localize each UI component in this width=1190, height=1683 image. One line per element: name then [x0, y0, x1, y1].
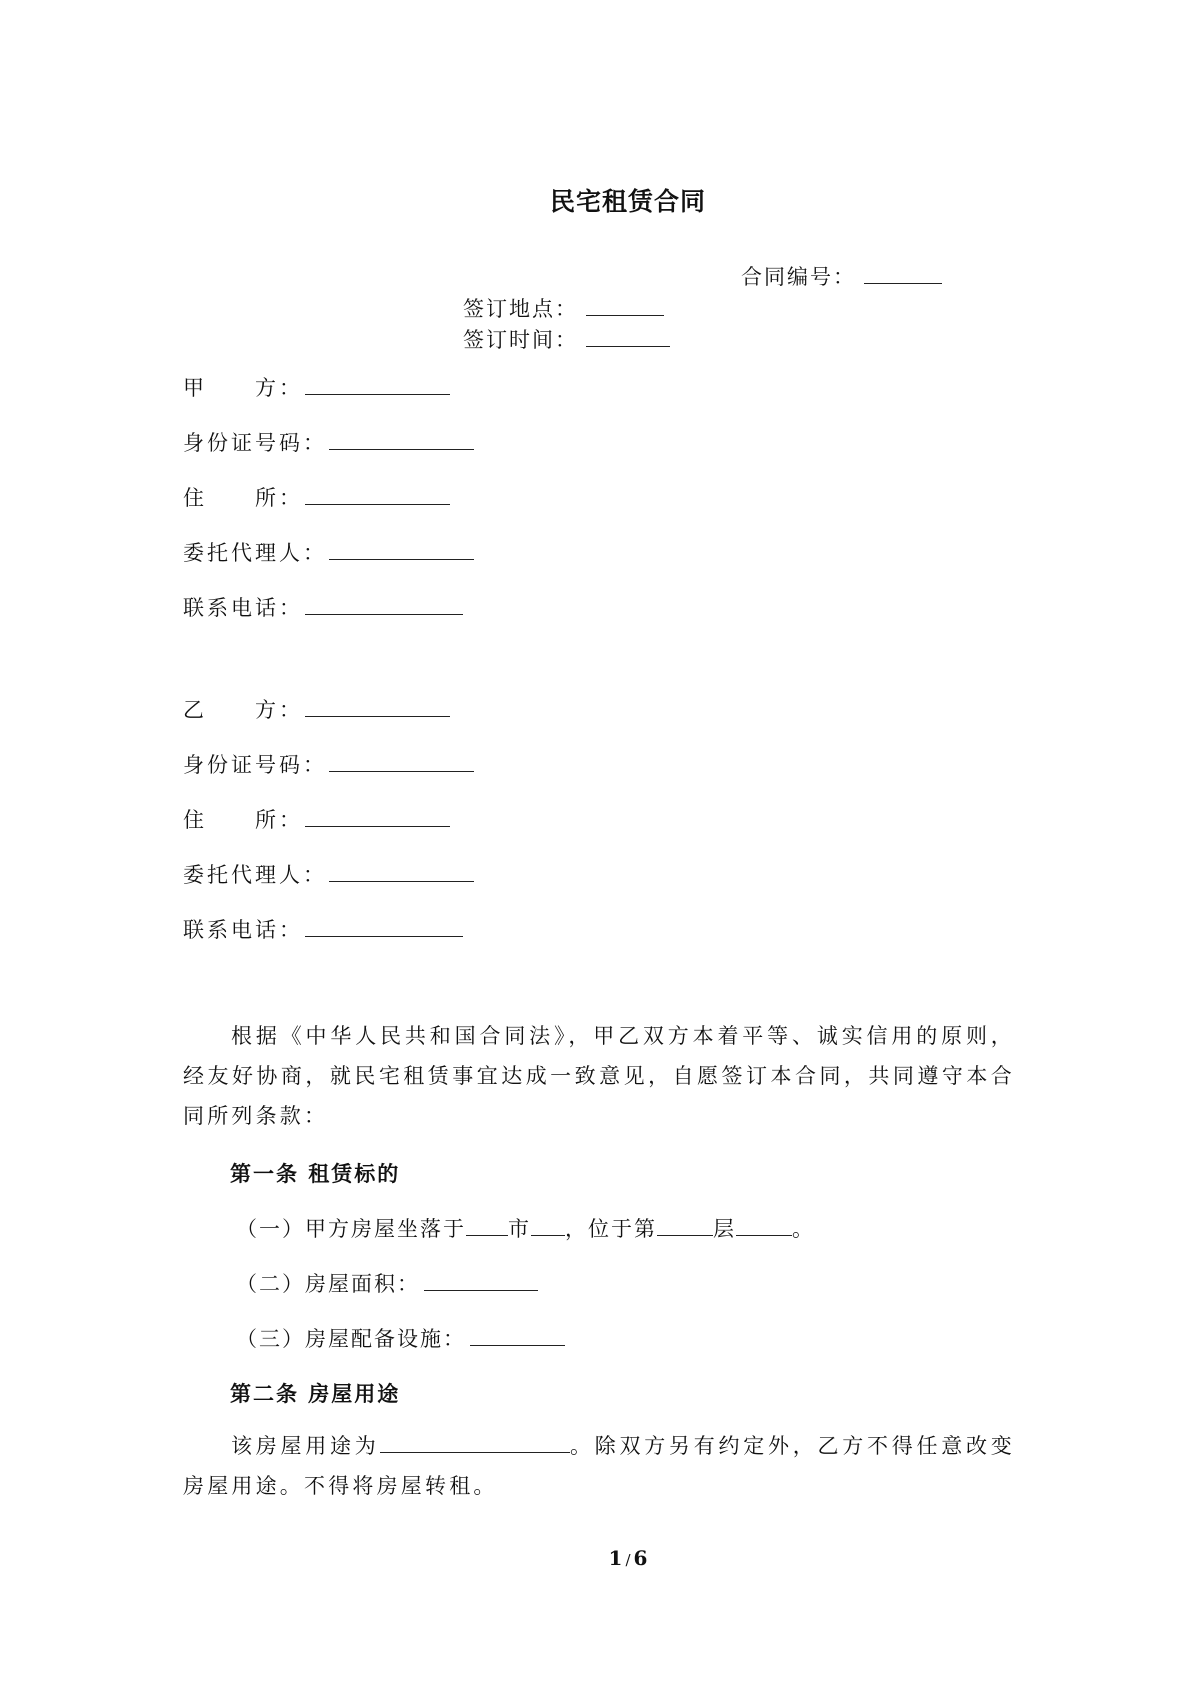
party-a-address-label: 住 所： [183, 486, 303, 510]
party-a-phone-label: 联系电话： [183, 596, 303, 620]
party-a-address-blank[interactable] [305, 486, 450, 505]
party-a-agent-row [183, 537, 474, 567]
article-1-item-2 [236, 1268, 538, 1298]
party-a-id-row [183, 427, 474, 457]
party-b-name-row [183, 694, 450, 724]
party-a-id-blank[interactable] [329, 431, 474, 450]
item-1-text-b: 市 [508, 1217, 531, 1241]
contract-number-label: 合同编号： [741, 265, 856, 289]
sign-time-row [463, 324, 670, 354]
article-2-text-a: 该房屋用途为 [231, 1434, 380, 1458]
preamble-paragraph: 根据《中华人民共和国合同法》，甲乙双方本着平等、诚实信用的原则，经友好协商，就民宅租赁事宜达成一致意见，自愿签订本合同，共同遵守本合同所列条款： [183, 1024, 1015, 1128]
party-a-agent-label: 委托代理人： [183, 541, 327, 565]
article-2-text-b: 。除双方另有约定外，乙方不得任意改变房屋用途。不得将房屋转租。 [183, 1434, 1015, 1498]
item-3-text: （三）房屋配备设施： [236, 1327, 466, 1351]
page-number [0, 1546, 1190, 1570]
party-a-name-blank[interactable] [305, 376, 450, 395]
party-b-agent-label: 委托代理人： [183, 863, 327, 887]
document-title: 民宅租赁合同 [549, 187, 706, 216]
page-separator: / [625, 1551, 631, 1569]
party-b-name-blank[interactable] [305, 698, 450, 717]
sign-time-blank[interactable] [586, 328, 670, 347]
party-b-agent-row [183, 859, 474, 889]
sign-place-label: 签订地点： [463, 297, 578, 321]
area-blank[interactable] [424, 1272, 538, 1291]
party-b-address-blank[interactable] [305, 808, 450, 827]
usage-blank[interactable] [380, 1434, 570, 1453]
item-1-text-e: 。 [792, 1217, 815, 1241]
party-b-address-label: 住 所： [183, 808, 303, 832]
party-a-name-label: 甲 方： [183, 376, 303, 400]
party-b-phone-label: 联系电话： [183, 918, 303, 942]
party-b-name-label: 乙 方： [183, 698, 303, 722]
party-b-id-row [183, 749, 474, 779]
sign-time-label: 签订时间： [463, 328, 578, 352]
article-2-paragraph [183, 1426, 1015, 1506]
article-2-heading: 第二条 房屋用途 [230, 1382, 401, 1406]
room-blank[interactable] [736, 1217, 792, 1236]
party-b-phone-blank[interactable] [305, 918, 463, 937]
sign-place-row [463, 293, 664, 323]
city-blank[interactable] [466, 1217, 508, 1236]
party-a-address-row [183, 482, 450, 512]
party-a-phone-blank[interactable] [305, 596, 463, 615]
party-b-agent-blank[interactable] [329, 863, 474, 882]
party-b-id-label: 身份证号码： [183, 753, 327, 777]
item-1-text-c: ，位于第 [565, 1217, 657, 1241]
party-b-phone-row [183, 914, 463, 944]
facilities-blank[interactable] [470, 1327, 565, 1346]
current-page: 1 [608, 1546, 623, 1570]
floor-blank[interactable] [657, 1217, 713, 1236]
total-pages: 6 [633, 1546, 648, 1570]
party-b-id-blank[interactable] [329, 753, 474, 772]
item-2-text: （二）房屋面积： [236, 1272, 420, 1296]
article-1-heading: 第一条 租赁标的 [230, 1162, 401, 1186]
party-a-phone-row [183, 592, 463, 622]
district-blank[interactable] [531, 1217, 565, 1236]
article-1-item-3 [236, 1323, 565, 1353]
party-a-name-row [183, 372, 450, 402]
sign-place-blank[interactable] [586, 297, 664, 316]
party-a-id-label: 身份证号码： [183, 431, 327, 455]
item-1-text-d: 层 [713, 1217, 736, 1241]
contract-number-row [741, 261, 942, 291]
contract-number-blank[interactable] [864, 265, 942, 284]
party-a-agent-blank[interactable] [329, 541, 474, 560]
item-1-text-a: （一）甲方房屋坐落于 [236, 1217, 466, 1241]
party-b-address-row [183, 804, 450, 834]
article-1-item-1 [236, 1213, 815, 1243]
